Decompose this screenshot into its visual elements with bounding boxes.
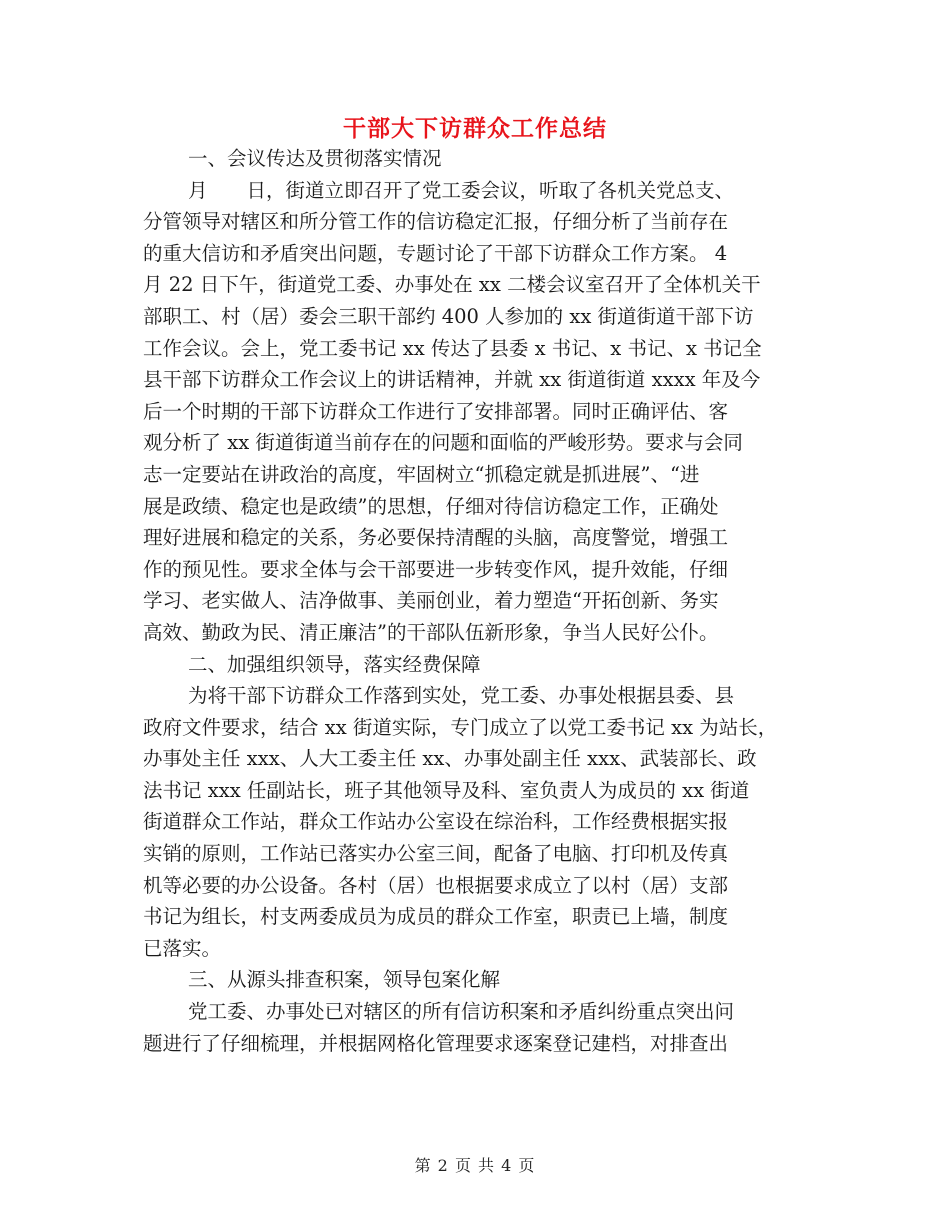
- text-line: 工作会议。会上，党工委书记 xx 传达了县委 x 书记、x 书记、x 书记全: [143, 336, 762, 360]
- page-number-footer: 第 2 页 共 4 页: [414, 1156, 536, 1175]
- text-line: 机等必要的办公设备。各村（居）也根据要求成立了以村（居）支部: [143, 873, 729, 897]
- document-body: [143, 143, 807, 1059]
- text-line: 法书记 xxx 任副站长，班子其他领导及科、室负责人为成员的 xx 街道: [143, 778, 750, 802]
- text-line: 理好进展和稳定的关系，务必要保持清醒的头脑，高度警觉，增强工: [143, 526, 729, 550]
- text-line: 书记为组长，村支两委成员为成员的群众工作室，职责已上墙，制度: [143, 905, 729, 929]
- text-line: 高效、勤政为民、清正廉洁”的干部队伍新形象，争当人民好公仆。: [143, 620, 719, 644]
- text-line: 分管领导对辖区和所分管工作的信访稳定汇报，仔细分析了当前存在: [143, 210, 729, 234]
- text-line: 展是政绩、稳定也是政绩”的思想，仔细对待信访稳定工作，正确处: [143, 494, 719, 518]
- text-line: 志一定要站在讲政治的高度，牢固树立“抓稳定就是抓进展”、“进: [143, 462, 700, 486]
- text-line: 三、从源头排查积案，领导包案化解: [188, 968, 501, 992]
- text-line: 观分析了 xx 街道街道当前存在的问题和面临的严峻形势。要求与会同: [143, 431, 743, 455]
- text-line: 县干部下访群众工作会议上的讲话精神，并就 xx 街道街道 xxxx 年及今: [143, 368, 761, 392]
- text-line: 街道群众工作站，群众工作站办公室设在综治科，工作经费根据实报: [143, 810, 729, 834]
- text-line: 月 日，街道立即召开了党工委会议，听取了各机关党总支、: [188, 178, 735, 202]
- text-line: 的重大信访和矛盾突出问题，专题讨论了干部下访群众工作方案。 4: [143, 241, 728, 265]
- text-line: 部职工、村（居）委会三职干部约 400 人参加的 xx 街道街道干部下访: [143, 304, 754, 328]
- text-line: 政府文件要求，结合 xx 街道实际，专门成立了以党工委书记 xx 为站长，: [143, 715, 778, 739]
- text-line: 实销的原则，工作站已落实办公室三间，配备了电脑、打印机及传真: [143, 842, 729, 866]
- text-line: 党工委、办事处已对辖区的所有信访积案和矛盾纠纷重点突出问: [188, 1000, 735, 1024]
- text-line: 月 22 日下午，街道党工委、办事处在 xx 二楼会议室召开了全体机关干: [143, 273, 761, 297]
- text-line: 一、会议传达及贯彻落实情况: [188, 147, 442, 170]
- text-line: 二、加强组织领导，落实经费保障: [188, 652, 481, 676]
- text-line: 学习、老实做人、洁净做事、美丽创业，着力塑造“开拓创新、务实: [143, 589, 719, 613]
- text-line: 题进行了仔细梳理，并根据网格化管理要求逐案登记建档，对排查出: [143, 1031, 729, 1055]
- text-line: 办事处主任 xxx、人大工委主任 xx、办事处副主任 xxx、武装部长、政: [143, 747, 757, 771]
- text-line: 作的预见性。要求全体与会干部要进一步转变作风，提升效能，仔细: [143, 557, 729, 581]
- document-title: 干部大下访群众工作总结: [343, 115, 607, 142]
- text-line: 为将干部下访群众工作落到实处，党工委、办事处根据县委、县: [188, 684, 735, 708]
- text-line: 已落实。: [143, 936, 222, 960]
- text-line: 后一个时期的干部下访群众工作进行了安排部署。同时正确评估、客: [143, 399, 729, 423]
